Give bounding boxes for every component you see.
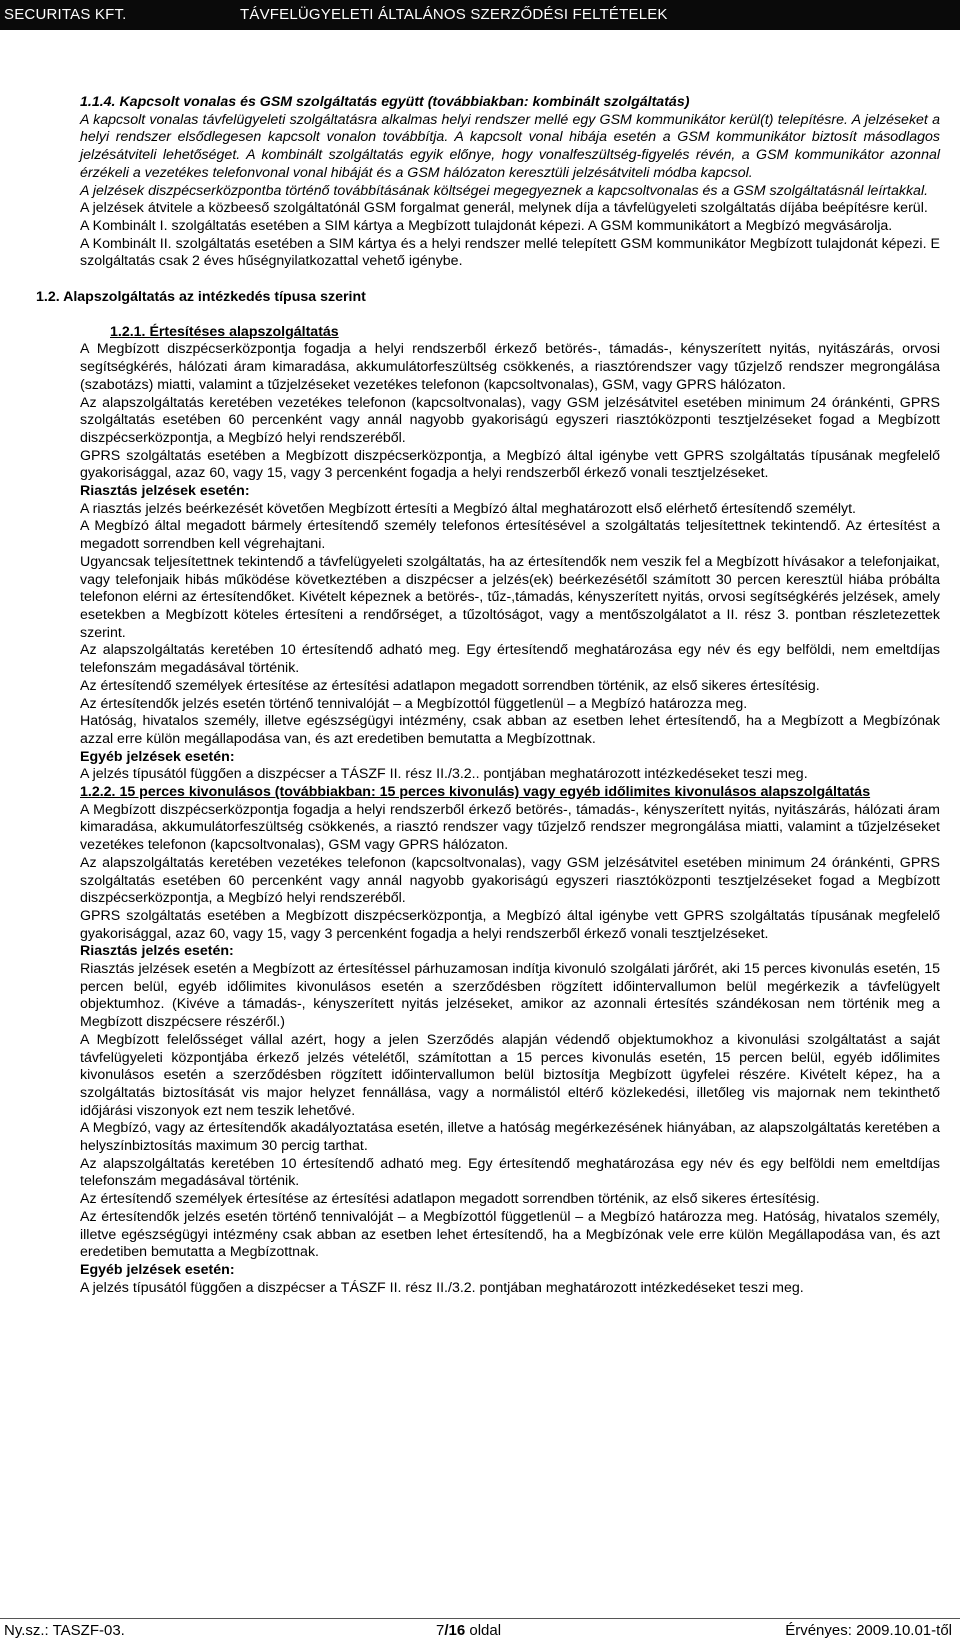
- page-current: 7: [436, 1622, 445, 1639]
- section-122-heading: 1.2.2. 15 perces kivonulásos (továbbiakban: 15 perces kivonulás) vagy egyéb időlimites kivonulásos alapszolgáltatás: [80, 784, 871, 801]
- section-122-paragraph: A Megbízott diszpécserközpontja fogadja a helyi rendszerből érkező betörés-, támadás-, kényszerített nyitás, nyitászárás, hálózati áram kimaradása, akkumulátorfeszültség csökkenés, a riasztó rendszer vagy tűzjelző rendszer megrongálása miatti, valamint a tűzjelzéseket vezetékes telefonon (kapcsoltvonalas), GSM vagy GPRS hálózaton.: [80, 801, 940, 854]
- section-114-text-a: A kapcsolt vonalas távfelügyeleti szolgáltatásra alkalmas helyi rendszer mellé egy GSM kommunikátor kerül(t) telepítésre. A jelzéseket a helyi rendszer elsődlegesen kapcsolt vonalon továbbítja. A kapcsolt vonal hibája esetén a GSM kommunikátor biztosít másodlagos jelzésátviteli lehetőséget.: [80, 111, 940, 164]
- section-121-paragraph: A Megbízott diszpécserközpontja fogadja a helyi rendszerből érkező betörés-, támadás-, kényszerített nyitás, nyitászárás, orvosi segítségkérés, hálózati áram kimaradása, akkumulátorfeszültség csökkenés, a riasztórendszer vagy tűzjelző rendszer megrongálása (szabotázs) miatti, valamint a tűzjelzéseket vezetékes telefonon (kapcsoltvonalas), GSM, vagy GPRS hálózaton.: [80, 341, 940, 393]
- section-114-paragraph: [80, 112, 940, 183]
- section-121-paragraph: Az értesítendők jelzés esetén történő tennivalóját – a Megbízottól függetlenül – a Megbízó határozza meg.: [80, 695, 748, 712]
- section-121-paragraph: Az alapszolgáltatás keretében vezetékes telefonon (kapcsoltvonalas), vagy GSM jelzésátvitel esetében minimum 24 óránkénti, GPRS szolgáltatás esetében 60 percenként vagy annál nagyobb gyakoriságú egyszeri riasztóközponti tesztjelzéseket fogad a Megbízott diszpécserközpontja, a Megbízó helyi rendszeréből.: [80, 394, 940, 446]
- section-122-paragraph: A Megbízott felelősséget vállal azért, hogy a jelen Szerződés alapján védendő objektumokhoz a kivonulási szolgáltatást a saját távfelügyeleti központjába érkező jelzés vételétől, számítottan a 15 perces kivonulás esetén, 15 percen belül, egyéb időlimites kivonulásos esetén a szerződésben rögzített időintervallumon belül biztosítja Megbízott ügyfelei részére. Kivételt képez, ha a szolgáltatás biztosítását vis major helyzet fennállása, vagy a normálistól eltérő közlekedési, illetőleg vis majornak nem tekinthető időjárási viszonyok ezt nem teszik lehetővé.: [80, 1031, 940, 1119]
- section-114-heading: 1.1.4. Kapcsolt vonalas és GSM szolgáltatás együtt (továbbiakban: kombinált szolgáltatás): [80, 94, 690, 110]
- section-121-heading: 1.2.1. Értesítéses alapszolgáltatás: [110, 323, 339, 340]
- section-114-paragraph: A jelzések diszpécserközpontba történő továbbításának költségei megegyeznek a kapcsoltvonalas és a GSM szolgáltatásnál leírtakkal.: [80, 182, 929, 199]
- document-body: [36, 94, 940, 1297]
- section-121-paragraph: A riasztás jelzés beérkezését követően Megbízott értesíti a Megbízó által meghatározott első elérhető értesítendő személyt.: [80, 500, 856, 517]
- section-114-paragraph: A Kombinált I. szolgáltatás esetében a SIM kártya a Megbízott tulajdonát képezi. A GSM kommunikátort a Megbízó megvásárolja.: [80, 217, 893, 234]
- page-suffix: oldal: [465, 1622, 502, 1639]
- page-footer: [0, 1618, 960, 1642]
- section-121-alarm-label: Riasztás jelzések esetén:: [80, 483, 250, 500]
- section-121-paragraph: Hatóság, hivatalos személy, illetve egészségügyi intézmény, csak abban az esetben lehet értesítendő, ha a Megbízott a Megbízónak azzal erre külön megállapodása van, és azt eredetiben bemutatta a Megbízottnak.: [80, 713, 940, 747]
- section-121-paragraph: A Megbízó által megadott bármely értesítendő személy telefonos értesítésével a szolgáltatás teljesítettnek tekintendő. Az értesítést a megadott sorrendben kell végrehajtani.: [80, 518, 940, 553]
- section-122-other-label: Egyéb jelzések esetén:: [80, 1262, 235, 1278]
- section-122-paragraph: A jelzés típusától függően a diszpécser a TÁSZF II. rész II./3.2. pontjában meghatározott intézkedéseket teszi meg.: [80, 1279, 804, 1296]
- page-total: /16: [444, 1622, 466, 1639]
- document-number: Ny.sz.: TASZF-03.: [4, 1622, 125, 1639]
- section-122-paragraph: Az alapszolgáltatás keretében 10 értesítendő adható meg. Egy értesítendő meghatározása egy név és egy belföldi nem emeltdíjas telefonszám megadásával történik.: [80, 1155, 940, 1190]
- section-121-paragraph: Az értesítendő személyek értesítése az értesítési adatlapon megadott sorrendben történik, az első sikeres értesítésig.: [80, 677, 820, 694]
- section-114-paragraph: A jelzések átvitele a közbeeső szolgáltatónál GSM forgalmat generál, melynek díja a távfelügyeleti szolgáltatás díjába beépítésre kerül.: [80, 200, 928, 217]
- section-121-paragraph: Az alapszolgáltatás keretében 10 értesítendő adható meg. Egy értesítendő meghatározása egy név és egy belföldi, nem emeltdíjas telefonszám megadásával történik.: [80, 642, 940, 677]
- section-121-other-label: Egyéb jelzések esetén:: [80, 748, 235, 765]
- section-121-paragraph: A jelzés típusától függően a diszpécser a TÁSZF II. rész II./3.2.. pontjában meghatározott intézkedéseket teszi meg.: [80, 766, 808, 783]
- valid-from: Érvényes: 2009.10.01-től: [785, 1622, 952, 1639]
- section-122-alarm-label: Riasztás jelzés esetén:: [80, 943, 234, 960]
- section-121-paragraph: Ugyancsak teljesítettnek tekintendő a távfelügyeleti szolgáltatás, ha az értesítendők nem veszik fel a Megbízott hívásakor a telefonjaikat, vagy telefonjaik hibás működése következtében a diszpécser a jelzés(ek) beérkezésétől számított 30 percen keresztül hiába próbálta telefonon elérni az értesítendőket. Kivételt képeznek a betörés-, tűz-,támadás, kényszerített nyitás, orvosi segítségkérés jelzések, amely esetekben a Megbízott köteles értesíteni a rendőrséget, a tűzoltóságot, vagy a mentőszolgálatot a II. rész 3. pontban részletezettek szerint.: [80, 553, 940, 641]
- company-name: SECURITAS KFT.: [4, 6, 127, 23]
- page-header: [0, 0, 960, 30]
- document-title: TÁVFELÜGYELETI ÁLTALÁNOS SZERZŐDÉSI FELTÉTELEK: [240, 6, 668, 23]
- section-122-paragraph: GPRS szolgáltatás esetében a Megbízott diszpécserközpontja, a Megbízó által igénybe vett GPRS szolgáltatás típusának megfelelő gyakorisággal, azaz 60, vagy 15, vagy 3 percenként fogadja a helyi rendszerből érkező vonali tesztjelzéseket.: [80, 907, 940, 942]
- section-122-paragraph: Az értesítendők jelzés esetén történő tennivalóját – a Megbízottól függetlenül – a Megbízó határozza meg. Hatóság, hivatalos személy, illetve egészségügyi intézmény csak abban az esetben lehet értesítendő, ha a Megbízónak vele erre külön Megállapodása van, és azt eredetiben bemutatta a Megbízottnak.: [80, 1208, 940, 1261]
- section-12-heading: 1.2. Alapszolgáltatás az intézkedés típusa szerint: [36, 289, 366, 306]
- section-122-paragraph: A Megbízó, vagy az értesítendők akadályoztatása esetén, illetve a hatóság megérkezésének hiányában, az alapszolgáltatás keretében a helyszínbiztosítás maximum 30 percig tarthat.: [80, 1120, 940, 1155]
- section-122-paragraph: Az alapszolgáltatás keretében vezetékes telefonon (kapcsoltvonalas), vagy GSM jelzésátvitel esetében minimum 24 óránkénti, GPRS szolgáltatás esetében 60 percenként vagy annál nagyobb gyakoriságú egyszeri riasztóközponti tesztjelzéseket fogad a Megbízott diszpécserközpontja, a Megbízó helyi rendszeréből.: [80, 854, 940, 907]
- section-114-paragraph: A Kombinált II. szolgáltatás esetében a SIM kártya és a helyi rendszer mellé telepített GSM kommunikátor Megbízott tulajdonát képezi. E szolgáltatás csak 2 éves hűségnyilatkozattal vehető igénybe.: [80, 235, 940, 270]
- section-122-paragraph: Riasztás jelzések esetén a Megbízott az értesítéssel párhuzamosan indítja kivonuló szolgálati járőrét, aki 15 perces kivonulás esetén, 15 percen belül, egyéb időlimites kivonulásos esetén a szerződésben rögzített időintervallumon belül megérkezik a távfelügyelt objektumhoz. (Kivéve a támadás-, kényszerített nyitás jelzéseket, amikor az azonnali értesítés szándékosan nem történik meg a Megbízott diszpécsere részéről.): [80, 961, 940, 1031]
- section-114-text-b: A kombinált szolgáltatás egyik előnye, hogy vonalfeszültség-figyelés révén, a GSM kommunikátor azonnal érzékeli a vezetékes telefonvonal vonal hibáját és a GSM hálózaton keresztüli jelzésátviteli módba kapcsol.: [80, 147, 940, 181]
- page-indicator: [436, 1619, 501, 1642]
- section-122-paragraph: Az értesítendő személyek értesítése az értesítési adatlapon megadott sorrendben történik, az első sikeres értesítésig.: [80, 1191, 820, 1208]
- section-121-paragraph: GPRS szolgáltatás esetében a Megbízott diszpécserközpontja, a Megbízó által igénybe vett GPRS szolgáltatás típusának megfelelő gyakorisággal, azaz 60, vagy 15, vagy 3 percenként fogadja a helyi rendszerből érkező vonali tesztjelzéseket.: [80, 447, 940, 482]
